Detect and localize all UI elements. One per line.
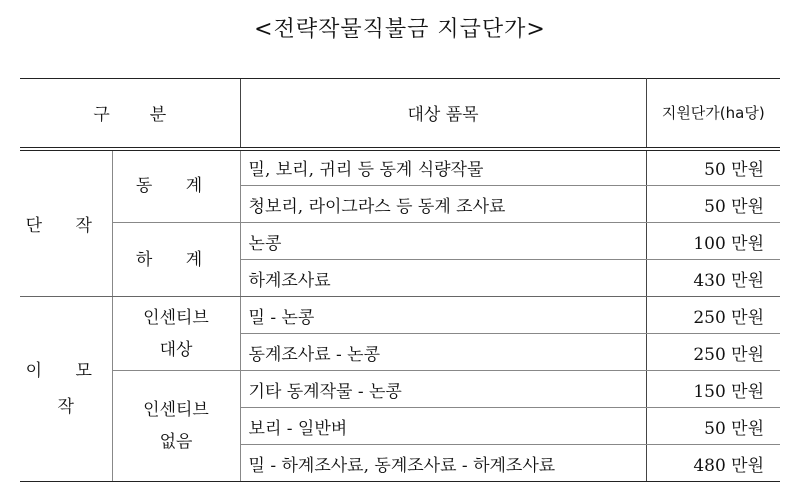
price-cell: 50 만원 (646, 186, 780, 223)
price-cell: 430 만원 (646, 260, 780, 297)
group-label-single: 단 작 (20, 149, 112, 297)
subgroup-label-winter: 동 계 (112, 149, 240, 223)
item-cell: 밀, 보리, 귀리 등 동계 식량작물 (240, 149, 646, 186)
price-cell: 100 만원 (646, 223, 780, 260)
price-cell: 150 만원 (646, 371, 780, 408)
price-cell: 50 만원 (646, 408, 780, 445)
price-cell: 250 만원 (646, 334, 780, 371)
header-price: 지원단가(ha당) (646, 79, 780, 149)
subgroup-label-summer: 하 계 (112, 223, 240, 297)
table-row (20, 297, 780, 334)
price-cell: 480 만원 (646, 445, 780, 482)
item-cell: 하계조사료 (240, 260, 646, 297)
item-cell: 동계조사료 - 논콩 (240, 334, 646, 371)
header-category: 구분 (20, 79, 240, 149)
table-row (20, 149, 780, 186)
item-cell: 보리 - 일반벼 (240, 408, 646, 445)
item-cell: 논콩 (240, 223, 646, 260)
table-row (20, 223, 780, 260)
subgroup-label-incentive: 인센티브 대상 (112, 297, 240, 371)
page-title: <전략작물직불금 지급단가> (254, 17, 546, 42)
price-cell: 250 만원 (646, 297, 780, 334)
price-cell: 50 만원 (646, 149, 780, 186)
payment-rate-table (20, 78, 780, 482)
header-items: 대상 품목 (240, 79, 646, 149)
group-label-double: 이 모 작 (20, 297, 112, 482)
item-cell: 밀 - 논콩 (240, 297, 646, 334)
table-header-row (20, 79, 780, 149)
item-cell: 기타 동계작물 - 논콩 (240, 371, 646, 408)
subgroup-label-no-incentive: 인센티브 없음 (112, 371, 240, 482)
item-cell: 청보리, 라이그라스 등 동계 조사료 (240, 186, 646, 223)
item-cell: 밀 - 하계조사료, 동계조사료 - 하계조사료 (240, 445, 646, 482)
table-row (20, 371, 780, 408)
